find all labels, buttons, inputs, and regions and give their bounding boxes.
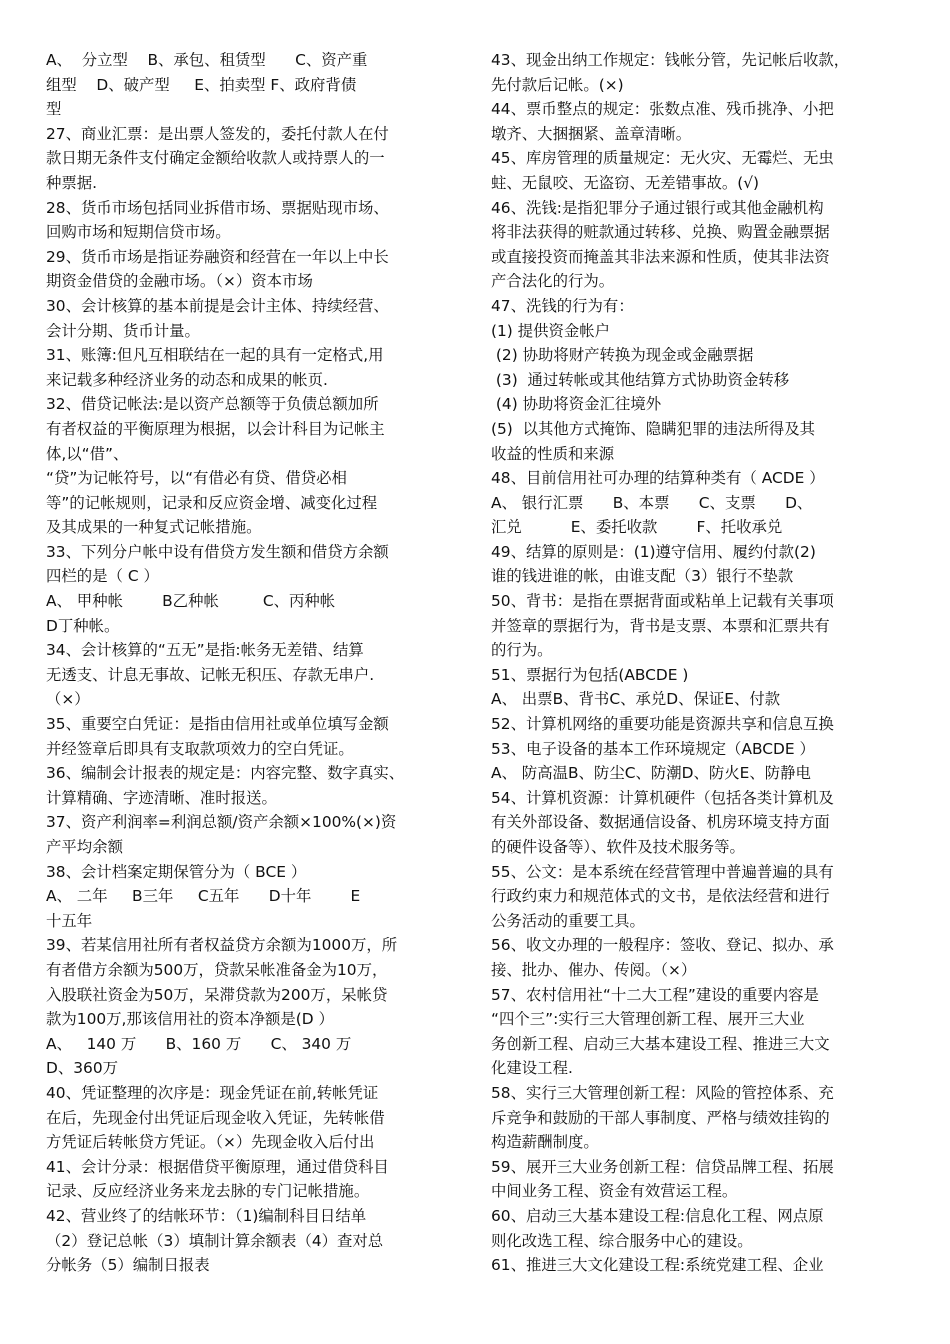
text-line: 39、若某信用社所有者权益贷方余额为1000万，所 <box>46 936 398 955</box>
text-line: 28、货币市场包括同业拆借市场、票据贴现市场、 <box>46 198 389 217</box>
text-line: 体,以“借”、 <box>46 444 129 463</box>
text-line: 款日期无条件支付确定金额给收款人或持票人的一 <box>46 149 385 168</box>
text-line: 55、公文：是本系统在经营管理中普遍普遍的具有 <box>491 862 834 881</box>
text-line: 44、票币整点的规定：张数点准、残币挑净、小把 <box>491 100 834 119</box>
text-line: 及其成果的一种复式记帐措施。 <box>46 518 262 537</box>
text-line: 51、票据行为包括(ABCDE ) <box>491 665 689 684</box>
text-line: 并经签章后即具有支取款项效力的空白凭证。 <box>46 739 354 758</box>
text-line: 计算精确、字迹清晰、准时报送。 <box>46 788 277 807</box>
text-line: 并签章的票据行为，背书是支票、本票和汇票共有 <box>491 616 830 635</box>
text-line: 42、营业终了的结帐环节：（1)编制科目日结单 <box>46 1206 367 1225</box>
text-line: 等”的记帐规则，记录和反应资金增、减变化过程 <box>46 493 378 512</box>
text-line: (2) 协助将财产转换为现金或金融票据 <box>491 346 754 365</box>
text-line: 33、下列分户帐中设有借贷方发生额和借贷方余额 <box>46 542 389 561</box>
text-line: 60、启动三大基本建设工程:信息化工程、网点原 <box>491 1206 824 1225</box>
text-line: 37、资产利润率=利润总额/资产余额×100%(×)资 <box>46 813 397 832</box>
text-line: 或直接投资而掩盖其非法来源和性质，使其非法资 <box>491 247 830 266</box>
text-line: 38、会计档案定期保管分为（ BCE ） <box>46 862 307 881</box>
text-line: 四栏的是（ C ） <box>46 567 159 586</box>
text-line: 43、现金出纳工作规定：钱帐分管，先记帐后收款， <box>491 51 850 69</box>
text-line: 蛀、无鼠咬、无盗窃、无差错事故。(√) <box>491 173 760 192</box>
text-line: (5) 以其他方式掩饰、隐瞒犯罪的违法所得及其 <box>491 419 816 438</box>
text-line: 产平均余额 <box>46 838 123 856</box>
text-line: 十五年 <box>46 911 93 930</box>
text-line: 32、借贷记帐法:是以资产总额等于负债总额加所 <box>46 395 379 414</box>
text-line: 组型 D、破产型 E、拍卖型 F、政府背债 <box>46 75 357 94</box>
text-line: 45、库房管理的质量规定：无火灾、无霉烂、无虫 <box>491 149 834 168</box>
text-line: 48、目前信用社可办理的结算种类有（ ACDE ） <box>491 469 825 488</box>
text-line: 61、推进三大文化建设工程:系统党建工程、企业 <box>491 1256 824 1275</box>
text-line: 构造薪酬制度。 <box>491 1133 599 1152</box>
text-line: 29、货币市场是指证券融资和经营在一年以上中长 <box>46 247 389 266</box>
text-line: 会计分期、货币计量。 <box>46 321 200 340</box>
text-line: 31、账簿:但凡互相联结在一起的具有一定格式,用 <box>46 346 384 365</box>
text-line: 57、农村信用社“十二大工程”建设的重要内容是 <box>491 985 819 1004</box>
text-line: 无透支、计息无事故、记帐无积压、存款无串户. <box>46 665 375 684</box>
text-line: 49、结算的原则是：(1)遵守信用、履约付款(2) <box>491 542 816 561</box>
text-line: 56、收文办理的一般程序：签收、登记、拟办、承 <box>491 936 834 955</box>
text-line: 公务活动的重要工具。 <box>491 911 645 930</box>
text-line: 款为100万,那该信用社的资本净额是(D ） <box>46 1010 334 1029</box>
text-line: 接、批办、催办、传阅。（×） <box>491 960 697 979</box>
text-line: 谁的钱进谁的帐，由谁支配（3）银行不垫款 <box>491 567 794 586</box>
text-line: 回购市场和短期信贷市场。 <box>46 223 231 242</box>
right-column <box>491 48 909 1278</box>
text-line: 50、背书：是指在票据背面或粘单上记载有关事项 <box>491 592 834 611</box>
text-line: （2）登记总帐（3）填制计算余额表（4）查对总 <box>46 1231 384 1250</box>
text-line: 斥竞争和鼓励的干部人事制度、严格与绩效挂钩的 <box>491 1108 830 1127</box>
text-line: A、 防高温B、防尘C、防潮D、防火E、防静电 <box>491 764 811 783</box>
text-line: 收益的性质和来源 <box>491 444 615 463</box>
text-line: 有者借方余额为500万，贷款呆帐准备金为10万， <box>46 960 388 979</box>
text-line: 47、洗钱的行为有： <box>491 296 634 315</box>
left-column <box>46 48 464 1278</box>
text-line: 期资金借贷的金融市场。（×）资本市场 <box>46 272 313 291</box>
text-line: (3) 通过转帐或其他结算方式协助资金转移 <box>491 370 790 389</box>
text-line: 58、实行三大管理创新工程：风险的管控体系、充 <box>491 1083 834 1102</box>
text-line: 墩齐、大捆捆紧、盖章清晰。 <box>491 124 692 143</box>
text-line: 41、会计分录：根据借贷平衡原理，通过借贷科目 <box>46 1157 389 1176</box>
text-line: (4) 协助将资金汇往境外 <box>491 395 662 414</box>
text-line: “贷”为记帐符号，以“有借必有贷、借贷必相 <box>46 469 347 488</box>
text-line: “四个三”:实行三大管理创新工程、展开三大业 <box>491 1010 805 1029</box>
text-line: A、 出票B、背书C、承兑D、保证E、付款 <box>491 690 781 709</box>
text-line: 在后，先现金付出凭证后现金收入凭证，先转帐借 <box>46 1108 385 1127</box>
text-line: 化建设工程. <box>491 1059 573 1078</box>
text-line: 52、计算机网络的重要功能是资源共享和信息互换 <box>491 715 834 734</box>
text-line: 种票据. <box>46 173 98 192</box>
text-line: 35、重要空白凭证：是指由信用社或单位填写金额 <box>46 715 389 734</box>
text-line: 型 <box>46 100 62 119</box>
text-line: D、360万 <box>46 1059 119 1078</box>
text-line: 务创新工程、启动三大基本建设工程、推进三大文 <box>491 1034 830 1053</box>
text-line: 27、商业汇票：是出票人签发的，委托付款人在付 <box>46 124 389 143</box>
text-line: 36、编制会计报表的规定是：内容完整、数字真实、 <box>46 764 405 783</box>
text-line: 34、会计核算的“五无”是指:帐务无差错、结算 <box>46 641 364 660</box>
text-line: (1) 提供资金帐户 <box>491 321 611 340</box>
text-line: （×） <box>46 690 90 709</box>
text-line: 分帐务（5）编制日报表 <box>46 1256 210 1275</box>
text-line: 来记载多种经济业务的动态和成果的帐页. <box>46 370 328 389</box>
text-line: 59、展开三大业务创新工程：信贷品牌工程、拓展 <box>491 1157 834 1176</box>
text-line: 的行为。 <box>491 641 553 660</box>
text-line: A、 140 万 B、160 万 C、 340 万 <box>46 1034 352 1053</box>
text-line: A、 甲种帐 B乙种帐 C、丙种帐 <box>46 592 336 611</box>
text-line: A、 银行汇票 B、本票 C、支票 D、 <box>491 493 813 512</box>
text-line: 将非法获得的赃款通过转移、兑换、购置金融票据 <box>491 223 830 242</box>
text-line: 40、凭证整理的次序是：现金凭证在前,转帐凭证 <box>46 1083 379 1102</box>
text-line: 的硬件设备等）、软件及技术服务等。 <box>491 838 745 856</box>
text-line: A、 分立型 B、承包、租赁型 C、资产重 <box>46 51 368 69</box>
text-line: 则化改选工程、综合服务中心的建设。 <box>491 1231 753 1250</box>
text-line: 汇兑 E、委托收款 F、托收承兑 <box>491 518 783 537</box>
text-line: 中间业务工程、资金有效营运工程。 <box>491 1182 738 1201</box>
text-line: 先付款后记帐。(×) <box>491 75 624 94</box>
text-line: 有关外部设备、数据通信设备、机房环境支持方面 <box>491 813 830 832</box>
text-line: 有者权益的平衡原理为根据，以会计科目为记帐主 <box>46 419 385 438</box>
text-line: 46、洗钱:是指犯罪分子通过银行或其他金融机构 <box>491 198 824 217</box>
text-line: 方凭证后转帐贷方凭证。（×）先现金收入后付出 <box>46 1133 375 1152</box>
text-line: 54、计算机资源：计算机硬件（包括各类计算机及 <box>491 788 834 807</box>
text-line: 产合法化的行为。 <box>491 272 615 291</box>
text-line: 记录、反应经济业务来龙去脉的专门记帐措施。 <box>46 1182 370 1201</box>
text-line: D丁种帐。 <box>46 616 120 635</box>
text-line: 入股联社资金为50万，呆滞贷款为200万，呆帐贷 <box>46 985 388 1004</box>
text-line: 30、会计核算的基本前提是会计主体、持续经营、 <box>46 296 389 315</box>
text-line: A、 二年 B三年 C五年 D十年 E <box>46 887 361 906</box>
text-line: 行政约束力和规范体式的文书，是依法经营和进行 <box>491 887 830 906</box>
text-line: 53、电子设备的基本工作环境规定（ABCDE ） <box>491 739 815 758</box>
